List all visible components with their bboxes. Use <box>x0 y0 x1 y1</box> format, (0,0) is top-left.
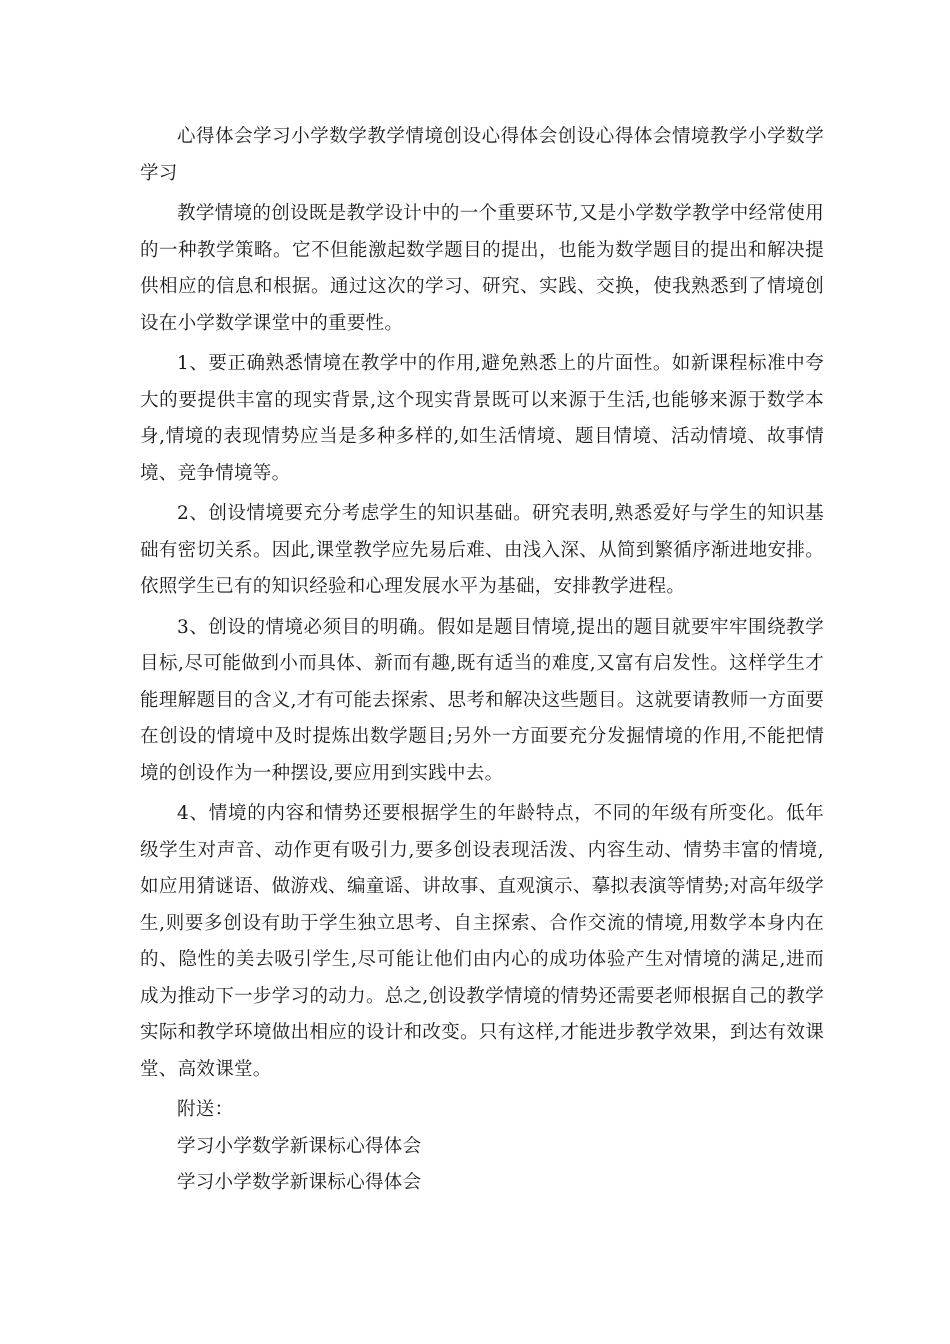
paragraph-intro: 教学情境的创设既是教学设计中的一个重要环节,又是小学数学教学中经常使用的一种教学策略。它不但能激起数学题目的提出，也能为数学题目的提出和解决提供相应的信息和根据。通过这次的学习、研究、实践、交换，使我熟悉到了情境创设在小学数学课堂中的重要性。 <box>140 203 824 334</box>
appendix-line-1: 学习小学数学新课标心得体会 <box>177 1135 422 1157</box>
paragraph-point-1: 1、要正确熟悉情境在教学中的作用,避免熟悉上的片面性。如新课程标准中夸大的要提供丰富的现实背景,这个现实背景既可以来源于生活,也能够来源于数学本身,情境的表现情势应当是多种多样的,如生活情境、题目情境、活动情境、故事情境、竞争情境等。 <box>140 353 824 484</box>
document-title: 心得体会学习小学数学教学情境创设心得体会创设心得体会情境教学小学数学学习 <box>140 126 824 184</box>
appendix-label: 附送： <box>177 1099 234 1120</box>
appendix-line-2: 学习小学数学新课标心得体会 <box>177 1172 422 1193</box>
paragraph-point-4: 4、情境的内容和情势还要根据学生的年龄特点，不同的年级有所变化。低年级学生对声音、动作更有吸引力,要多创设表现活泼、内容生动、情势丰富的情境,如应用猜谜语、做游戏、编童谣、讲故事、直观演示、摹拟表演等情势;对高年级学生,则要多创设有助于学生独立思考、自主探索、合作交流的情境,用数学本身内在的、隐性的美去吸引学生,尽可能让他们由内心的成功体验产生对情境的满足,进而成为推动下一步学习的动力。总之,创设教学情境的情势还需要老师根据自己的教学实际和教学环境做出相应的设计和改变。只有这样,才能进步教学效果，到达有效课堂、高效课堂。 <box>140 803 824 1080</box>
paragraph-point-3: 3、创设的情境必须目的明确。假如是题目情境,提出的题目就要牢牢围绕教学目标,尽可能做到小而具体、新而有趣,既有适当的难度,又富有启发性。这样学生才能理解题目的含义,才有可能去探索、思考和解决这些题目。这就要请教师一方面要在创设的情境中及时提炼出数学题目;另外一方面要充分发掘情境的作用,不能把情境的创设作为一种摆设,要应用到实践中去。 <box>140 616 824 784</box>
paragraph-point-2: 2、创设情境要充分考虑学生的知识基础。研究表明,熟悉爱好与学生的知识基础有密切关系。因此,课堂教学应先易后难、由浅入深、从简到繁循序渐进地安排。依照学生已有的知识经验和心理发展水平为基础，安排教学进程。 <box>140 503 824 597</box>
document-body <box>140 119 824 1202</box>
